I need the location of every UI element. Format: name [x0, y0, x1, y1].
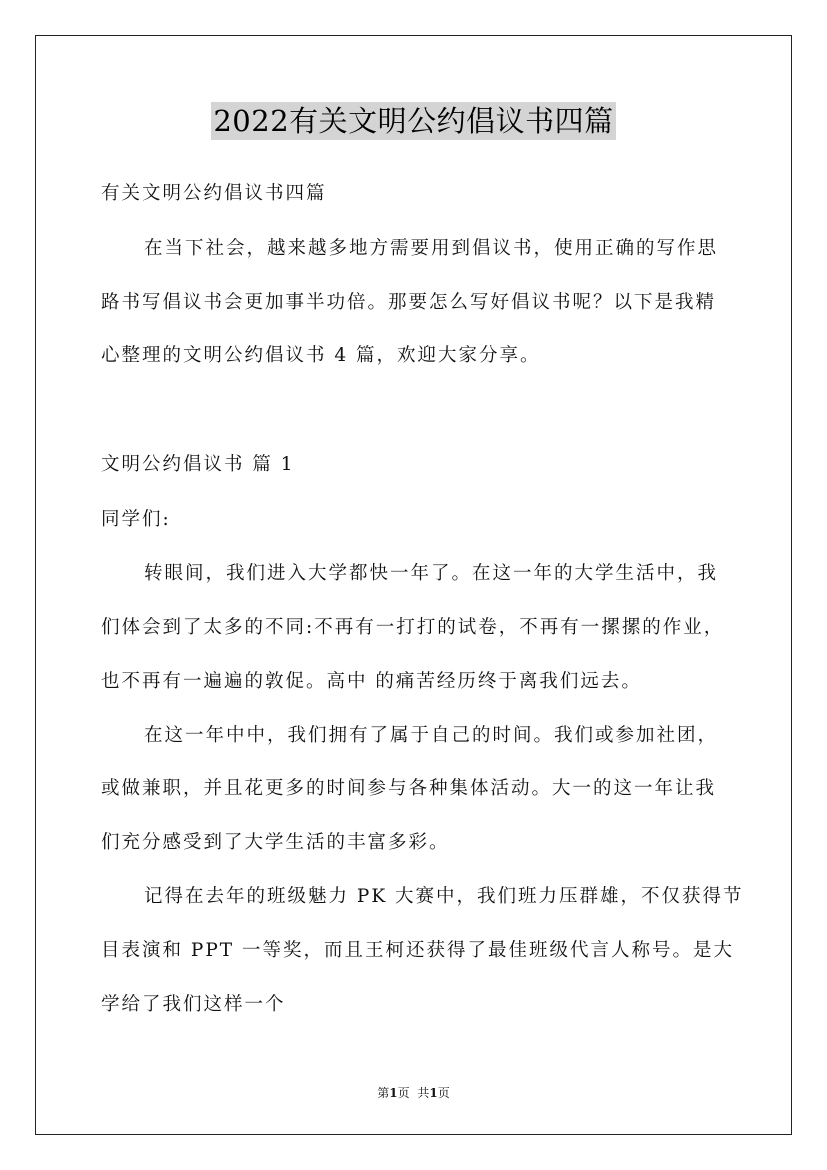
- body-line-4: 在这一年中中，我们拥有了属于自己的时间。我们或参加社团，: [144, 725, 719, 746]
- body-line-6: 们充分感受到了大学生活的丰富多彩。: [101, 832, 450, 853]
- intro-line-1: 在当下社会，越来越多地方需要用到倡议书，使用正确的写作思: [144, 238, 719, 259]
- body-line-1: 转眼间，我们进入大学都快一年了。在这一年的大学生活中，我: [144, 563, 719, 584]
- body-line-3: 也不再有一遍遍的敦促。高中 的痛苦经历终于离我们远去。: [101, 671, 642, 692]
- total-pages: 1: [429, 1086, 438, 1100]
- intro-line-3: 心整理的文明公约倡议书 4 篇，欢迎大家分享。: [101, 345, 541, 366]
- subtitle-line: 有关文明公约倡议书四篇: [101, 183, 327, 204]
- total-suffix: 页: [437, 1086, 450, 1100]
- body-line-5: 或做兼职，并且花更多的时间参与各种集体活动。大一的这一年让我: [101, 778, 717, 799]
- document-title: 2022有关文明公约倡议书四篇: [213, 104, 614, 138]
- page-mid: 页: [397, 1086, 410, 1100]
- body-line-9: 学给了我们这样一个: [101, 994, 286, 1015]
- body-line-8: 目表演和 PPT 一等奖，而且王柯还获得了最佳班级代言人称号。是大: [101, 940, 734, 961]
- page-footer: [0, 1084, 827, 1101]
- page-number: 1: [389, 1086, 398, 1100]
- intro-line-2: 路书写倡议书会更加事半功倍。那要怎么写好倡议书呢？以下是我精: [101, 292, 717, 313]
- total-prefix: 共: [417, 1086, 430, 1100]
- title-container: [0, 102, 827, 140]
- body-line-2: 们体会到了太多的不同:不再有一打打的试卷，不再有一摞摞的作业，: [101, 617, 725, 638]
- page-prefix: 第: [377, 1086, 390, 1100]
- salutation: 同学们:: [101, 509, 171, 530]
- body-line-7: 记得在去年的班级魅力 PK 大赛中，我们班力压群雄，不仅获得节: [144, 886, 744, 907]
- section-heading: 文明公约倡议书 篇 1: [101, 454, 295, 475]
